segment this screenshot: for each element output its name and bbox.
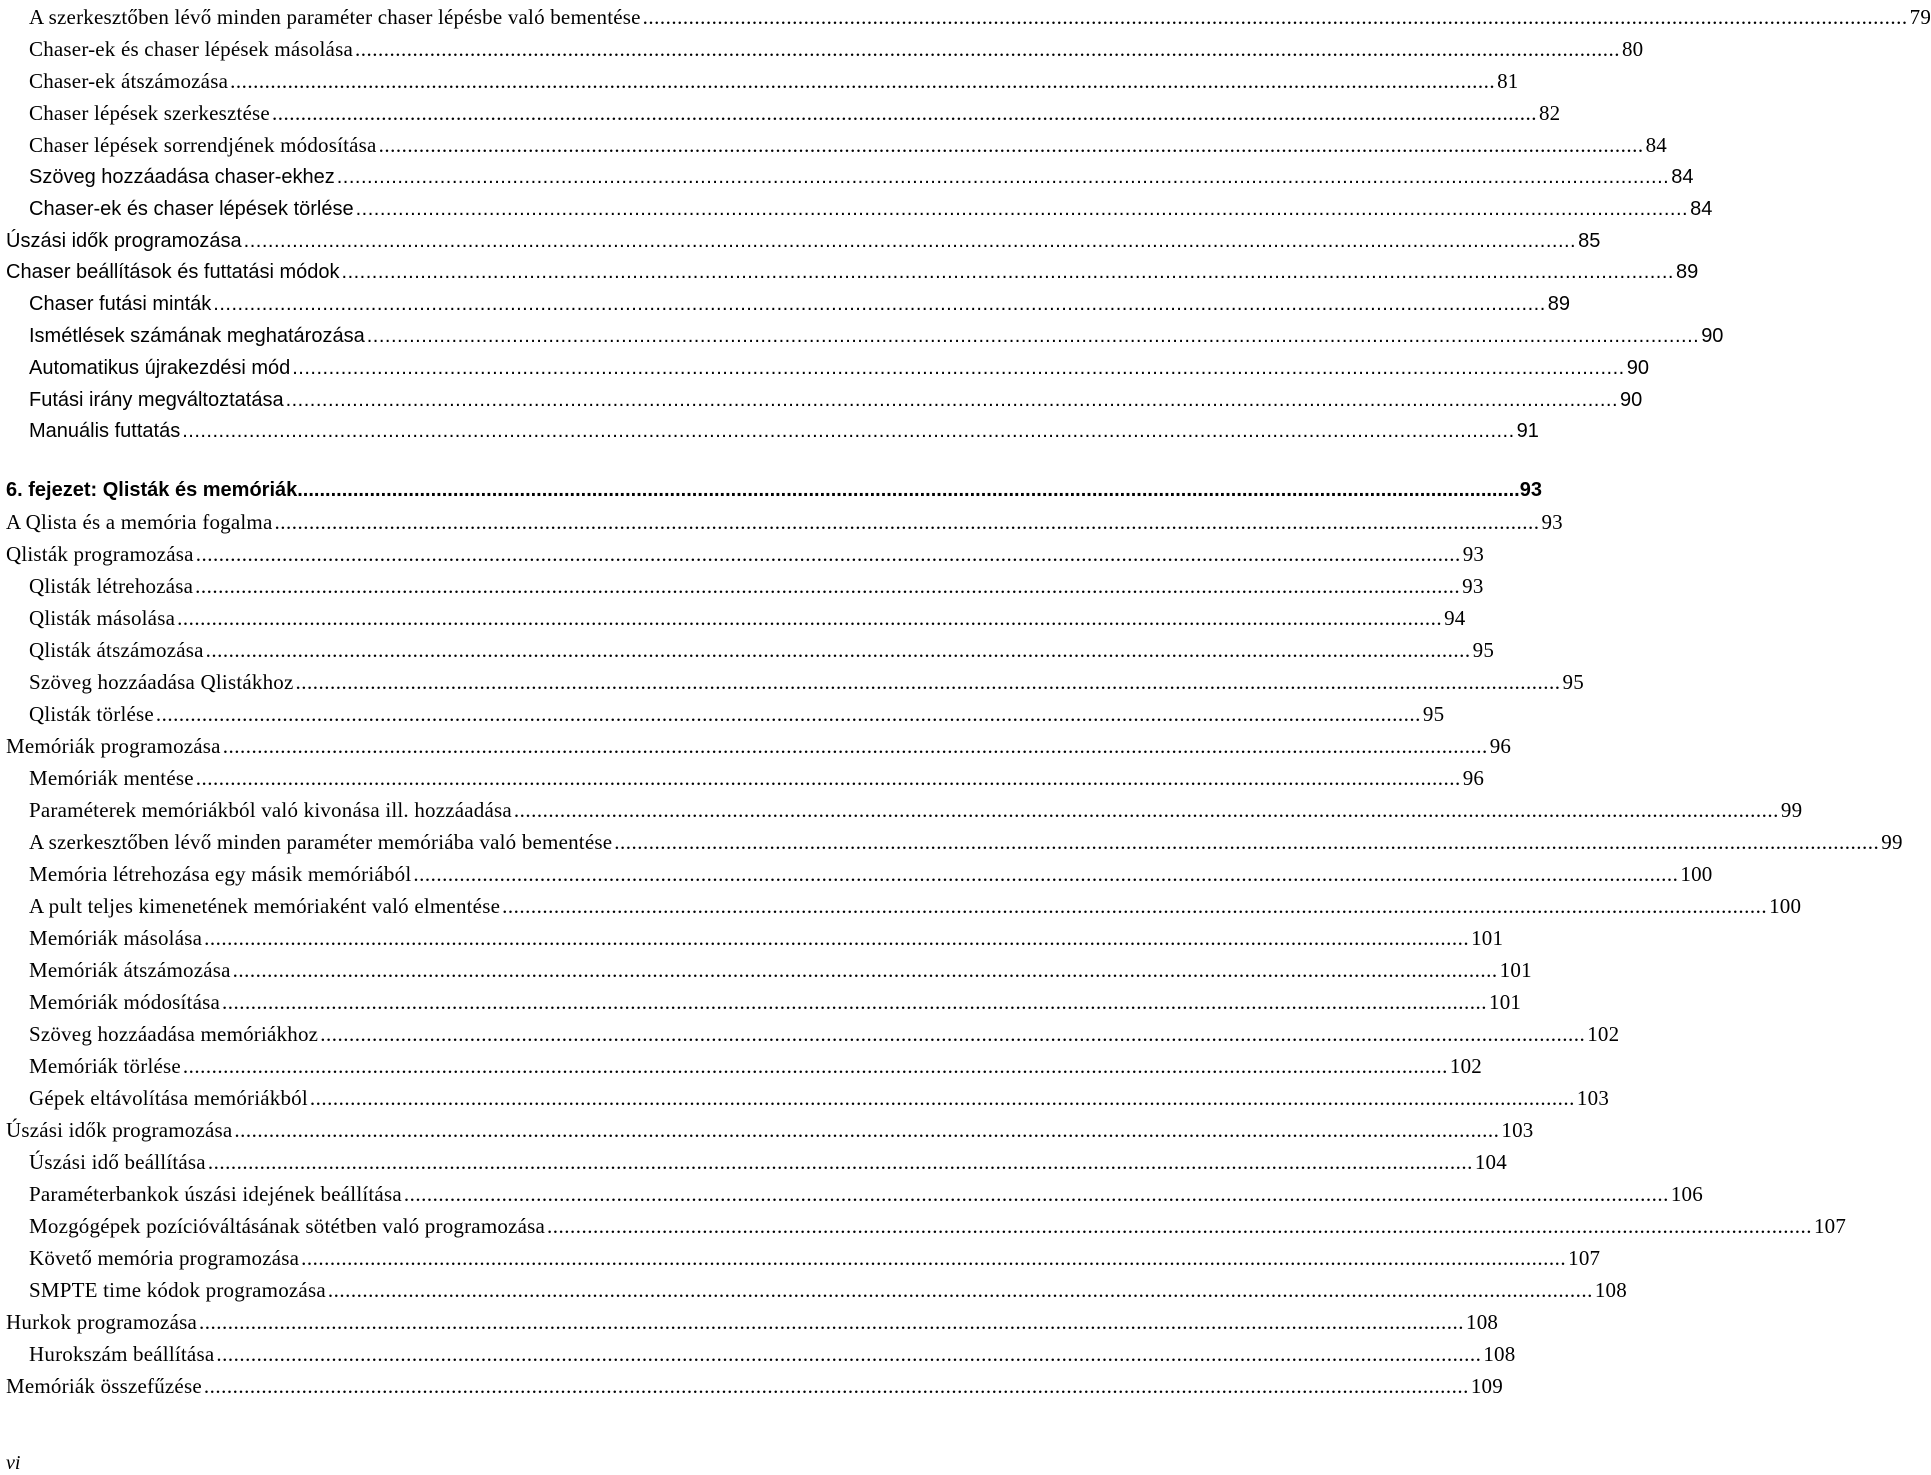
toc-entry <box>6 729 1512 759</box>
entry-title: Chaser-ek átszámozása <box>29 69 229 93</box>
entry-page-number: 84 <box>1645 133 1667 157</box>
entry-page-number: 93 <box>1462 574 1484 598</box>
dot-leader: ............................................................................................................................................................................................................................ <box>195 766 1461 790</box>
dot-leader: ............................................................................................................................................................................................................................ <box>199 1310 1464 1334</box>
entry-title: Gépek eltávolítása memóriákból <box>29 1086 308 1110</box>
entry-title: Chaser lépések szerkesztése <box>29 101 270 125</box>
entry-page-number: 81 <box>1497 69 1519 93</box>
dot-leader: ............................................................................................................................................................................................................................ <box>336 166 1670 188</box>
entry-page-number: 106 <box>1670 1182 1703 1206</box>
entry-page-number: 108 <box>1466 1310 1499 1334</box>
entry-page-number: 96 <box>1462 766 1485 790</box>
dot-leader: ............................................................................................................................................................................................................................ <box>297 479 1520 501</box>
dot-leader: ............................................................................................................................................................................................................................ <box>292 357 1625 379</box>
entry-title: Qlisták létrehozása <box>29 574 194 598</box>
entry-title: Paraméterbankok úszási idejének beállítása <box>29 1182 402 1206</box>
dot-leader: ............................................................................................................................................................................................................................ <box>177 606 1443 630</box>
dot-leader: ............................................................................................................................................................................................................................ <box>230 69 1496 93</box>
entry-page-number: 108 <box>1483 1342 1516 1366</box>
entry-title: A Qlista és a memória fogalma <box>6 510 273 534</box>
entry-title: Szöveg hozzáadása memóriákhoz <box>29 1022 319 1046</box>
entry-title: Memória létrehozása egy másik memóriából <box>29 862 412 886</box>
entry-page-number: 89 <box>1547 293 1571 315</box>
entry-page-number: 82 <box>1538 101 1561 125</box>
entry-title: Követő memória programozása <box>29 1246 300 1270</box>
entry-page-number: 102 <box>1587 1022 1620 1046</box>
entry-title: 6. fejezet: Qlisták és memóriák <box>6 479 298 501</box>
entry-title: Szöveg hozzáadása Qlistákhoz <box>29 670 294 694</box>
toc-entry <box>29 665 1584 695</box>
entry-page-number: 107 <box>1813 1214 1847 1238</box>
dot-leader: ............................................................................................................................................................................................................................ <box>301 1246 1567 1270</box>
entry-title: Mozgógépek pozícióváltásának sötétben való programozása <box>29 1214 545 1238</box>
entry-page-number: 93 <box>1541 510 1563 534</box>
entry-title: Qlisták programozása <box>6 542 194 566</box>
entry-title: Chaser beállítások és futtatási módok <box>6 261 340 283</box>
entry-title: A pult teljes kimenetének memóriaként való elmentése <box>29 894 501 918</box>
toc-entry <box>29 96 1561 126</box>
toc-entry <box>29 350 1649 380</box>
entry-title: Ismétlések számának meghatározása <box>29 325 365 347</box>
dot-leader: ............................................................................................................................................................................................................................ <box>203 1374 1469 1398</box>
dot-leader: ............................................................................................................................................................................................................................ <box>271 101 1537 125</box>
dot-leader: ............................................................................................................................................................................................................................ <box>182 420 1515 442</box>
entry-page-number: 90 <box>1626 357 1649 379</box>
entry-title: Chaser-ek és chaser lépések törlése <box>29 198 354 220</box>
toc-entry <box>29 1241 1601 1271</box>
entry-title: Qlisták törlése <box>29 702 154 726</box>
dot-leader: ............................................................................................................................................................................................................................ <box>341 261 1674 283</box>
toc-entry <box>29 191 1713 221</box>
toc-entry <box>6 254 1699 284</box>
entry-title: Hurkok programozása <box>6 1310 197 1334</box>
entry-title: Memóriák másolása <box>29 926 203 950</box>
dot-leader: ............................................................................................................................................................................................................................ <box>546 1214 1812 1238</box>
entry-title: Hurokszám beállítása <box>29 1342 215 1366</box>
toc-entry <box>29 889 1802 919</box>
entry-title: Memóriák mentése <box>29 766 194 790</box>
entry-page-number: 95 <box>1562 670 1584 694</box>
toc-entry <box>29 953 1532 983</box>
entry-page-number: 84 <box>1690 198 1713 220</box>
entry-title: Paraméterek memóriákból való kivonása ill. hozzáadása <box>29 798 512 822</box>
dot-leader: ............................................................................................................................................................................................................................ <box>642 5 1908 29</box>
toc-entry <box>29 569 1484 599</box>
toc-entry <box>6 537 1485 567</box>
entry-page-number: 84 <box>1671 166 1694 188</box>
entry-page-number: 85 <box>1578 230 1601 252</box>
toc-entry <box>29 413 1539 443</box>
chapter-entry <box>6 472 1542 502</box>
toc-entry <box>29 1337 1516 1367</box>
toc-entry <box>29 32 1644 62</box>
dot-leader: ............................................................................................................................................................................................................................ <box>309 1086 1575 1110</box>
entry-page-number: 94 <box>1444 606 1466 630</box>
dot-leader: ............................................................................................................................................................................................................................ <box>502 894 1768 918</box>
entry-page-number: 102 <box>1449 1054 1483 1078</box>
toc-entry <box>29 159 1694 189</box>
entry-page-number: 100 <box>1680 862 1713 886</box>
dot-leader: ............................................................................................................................................................................................................................ <box>355 198 1689 220</box>
entry-page-number: 93 <box>1519 479 1542 501</box>
entry-page-number: 93 <box>1462 542 1485 566</box>
toc-entry <box>29 1273 1627 1303</box>
dot-leader: ............................................................................................................................................................................................................................ <box>207 1150 1473 1174</box>
entry-page-number: 104 <box>1474 1150 1507 1174</box>
toc-entry <box>29 382 1643 412</box>
dot-leader: ............................................................................................................................................................................................................................ <box>222 990 1488 1014</box>
toc-entry <box>29 1177 1703 1207</box>
entry-title: SMPTE time kódok programozása <box>29 1278 326 1302</box>
dot-leader: ............................................................................................................................................................................................................................ <box>320 1022 1586 1046</box>
dot-leader: ............................................................................................................................................................................................................................ <box>216 1342 1482 1366</box>
entry-title: Qlisták másolása <box>29 606 176 630</box>
entry-title: Manuális futtatás <box>29 420 181 442</box>
entry-page-number: 96 <box>1489 734 1512 758</box>
dot-leader: ............................................................................................................................................................................................................................ <box>243 230 1577 252</box>
toc-entry <box>29 128 1667 158</box>
entry-page-number: 100 <box>1769 894 1802 918</box>
dot-leader: ............................................................................................................................................................................................................................ <box>205 638 1471 662</box>
entry-page-number: 108 <box>1594 1278 1627 1302</box>
entry-page-number: 89 <box>1675 261 1699 283</box>
entry-page-number: 101 <box>1499 958 1532 982</box>
toc-entry <box>29 697 1445 727</box>
dot-leader: ............................................................................................................................................................................................................................ <box>195 542 1461 566</box>
entry-page-number: 90 <box>1620 389 1643 411</box>
dot-leader: ............................................................................................................................................................................................................................ <box>403 1182 1669 1206</box>
toc-entry <box>6 1113 1534 1143</box>
entry-page-number: 101 <box>1489 990 1522 1014</box>
entry-page-number: 103 <box>1576 1086 1610 1110</box>
dot-leader: ............................................................................................................................................................................................................................ <box>614 830 1880 854</box>
entry-title: Memóriák összefűzése <box>6 1374 202 1398</box>
toc-entry <box>6 505 1563 535</box>
entry-title: Chaser lépések sorrendjének módosítása <box>29 133 377 157</box>
entry-page-number: 107 <box>1568 1246 1601 1270</box>
dot-leader: ............................................................................................................................................................................................................................ <box>234 1118 1500 1142</box>
dot-leader: ............................................................................................................................................................................................................................ <box>366 325 1700 347</box>
toc-entry <box>29 1081 1610 1111</box>
toc-entry <box>29 601 1466 631</box>
toc-entry <box>6 223 1601 253</box>
entry-page-number: 95 <box>1422 702 1445 726</box>
dot-leader: ............................................................................................................................................................................................................................ <box>378 133 1644 157</box>
entry-page-number: 79 <box>1909 5 1931 29</box>
entry-page-number: 90 <box>1701 325 1724 347</box>
entry-page-number: 91 <box>1516 420 1539 442</box>
entry-page-number: 99 <box>1780 798 1803 822</box>
toc-entry <box>6 1369 1503 1399</box>
entry-page-number: 101 <box>1471 926 1504 950</box>
toc-entry <box>29 985 1522 1015</box>
entry-title: Memóriák átszámozása <box>29 958 231 982</box>
toc-entry <box>29 1145 1507 1175</box>
dot-leader: ............................................................................................................................................................................................................................ <box>327 1278 1593 1302</box>
toc-entry <box>29 1049 1483 1079</box>
entry-title: Szöveg hozzáadása chaser-ekhez <box>29 166 335 188</box>
toc-entry <box>29 793 1803 823</box>
entry-title: Memóriák törlése <box>29 1054 181 1078</box>
toc-entry <box>29 825 1903 855</box>
dot-leader: ............................................................................................................................................................................................................................ <box>295 670 1561 694</box>
dot-leader: ............................................................................................................................................................................................................................ <box>204 926 1470 950</box>
toc-entry <box>29 761 1485 791</box>
entry-title: Úszási idő beállítása <box>29 1150 206 1174</box>
entry-title: Qlisták átszámozása <box>29 638 204 662</box>
entry-title: Chaser-ek és chaser lépések másolása <box>29 37 353 61</box>
dot-leader: ............................................................................................................................................................................................................................ <box>274 510 1540 534</box>
dot-leader: ............................................................................................................................................................................................................................ <box>513 798 1779 822</box>
toc-entry <box>29 1017 1620 1047</box>
entry-title: A szerkesztőben lévő minden paraméter chaser lépésbe való bementése <box>29 5 641 29</box>
dot-leader: ............................................................................................................................................................................................................................ <box>195 574 1461 598</box>
dot-leader: ............................................................................................................................................................................................................................ <box>285 389 1619 411</box>
toc-entry <box>29 633 1495 663</box>
dot-leader: ............................................................................................................................................................................................................................ <box>213 293 1546 315</box>
page-number: vi <box>6 1452 21 1474</box>
toc-entry <box>29 921 1504 951</box>
entry-page-number: 99 <box>1881 830 1903 854</box>
entry-page-number: 109 <box>1470 1374 1503 1398</box>
toc-entry <box>29 286 1571 316</box>
toc-entry <box>29 857 1713 887</box>
dot-leader: ............................................................................................................................................................................................................................ <box>232 958 1498 982</box>
dot-leader: ............................................................................................................................................................................................................................ <box>413 862 1679 886</box>
entry-title: Chaser futási minták <box>29 293 212 315</box>
entry-title: Memóriák módosítása <box>29 990 221 1014</box>
dot-leader: ............................................................................................................................................................................................................................ <box>182 1054 1448 1078</box>
dot-leader: ............................................................................................................................................................................................................................ <box>354 37 1620 61</box>
toc-entry <box>29 64 1519 94</box>
entry-page-number: 80 <box>1621 37 1644 61</box>
toc-entry <box>6 1305 1499 1335</box>
toc-entry <box>29 0 1931 30</box>
dot-leader: ............................................................................................................................................................................................................................ <box>222 734 1488 758</box>
toc-entry <box>29 318 1724 348</box>
entry-title: Úszási idők programozása <box>6 1118 233 1142</box>
dot-leader: ............................................................................................................................................................................................................................ <box>155 702 1421 726</box>
entry-title: Memóriák programozása <box>6 734 221 758</box>
entry-title: Automatikus újrakezdési mód <box>29 357 291 379</box>
entry-title: Futási irány megváltoztatása <box>29 389 284 411</box>
toc-entry <box>29 1209 1847 1239</box>
entry-title: Úszási idők programozása <box>6 230 242 252</box>
entry-title: A szerkesztőben lévő minden paraméter memóriába való bementése <box>29 830 613 854</box>
entry-page-number: 95 <box>1472 638 1495 662</box>
entry-page-number: 103 <box>1501 1118 1534 1142</box>
